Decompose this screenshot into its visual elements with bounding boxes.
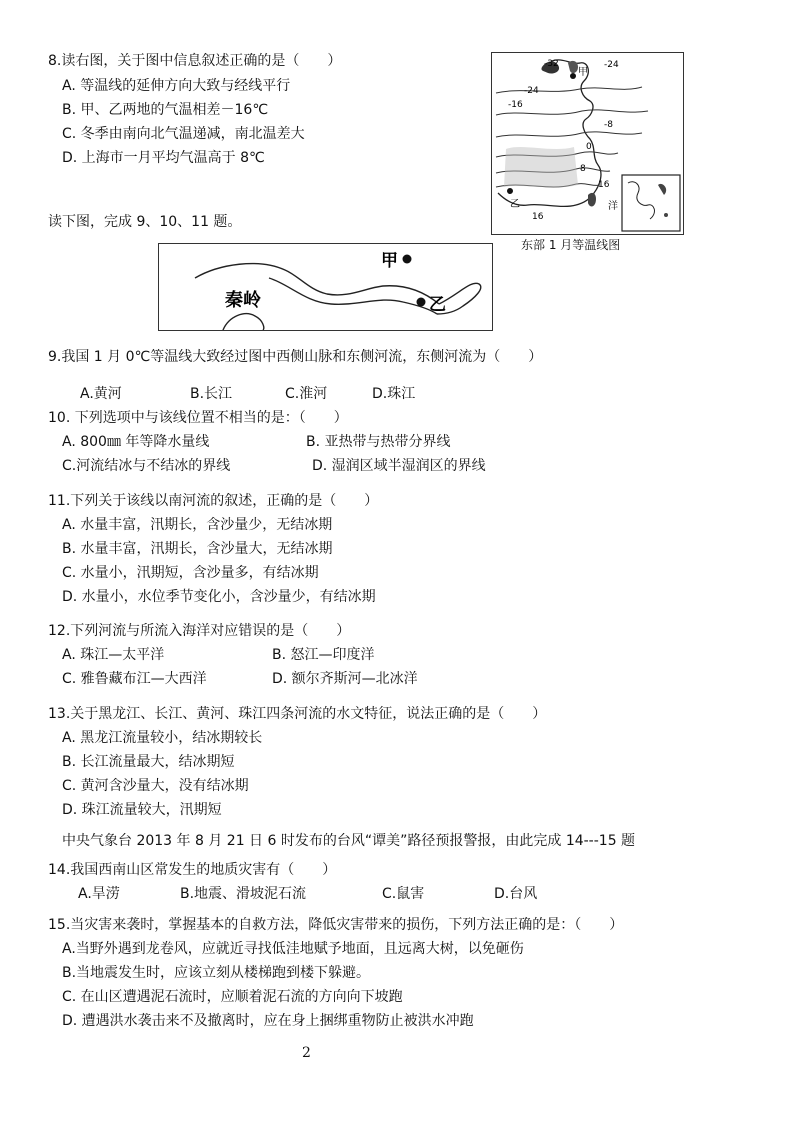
isotherm-map bbox=[491, 52, 684, 235]
q8-option-c: C. 冬季由南向北气温递减，南北温差大 bbox=[62, 126, 305, 142]
q11-option-d: D. 水量小，水位季节变化小，含沙量少，有结冰期 bbox=[62, 589, 376, 605]
label-yang: 洋 bbox=[608, 201, 618, 212]
q12-option-b: B. 怒江—印度洋 bbox=[272, 647, 375, 663]
label-m24-left: -24 bbox=[524, 86, 539, 96]
q14-stem: 14.我国西南山区常发生的地质灾害有（ ） bbox=[48, 862, 337, 878]
q14-option-a: A.旱涝 bbox=[78, 886, 120, 902]
label-zero: 0 bbox=[586, 142, 592, 152]
q8-stem: 8.读右图，关于图中信息叙述正确的是（ ） bbox=[48, 53, 342, 69]
q14-option-c: C.鼠害 bbox=[382, 886, 425, 902]
q15-option-a: A.当野外遇到龙卷风，应就近寻找低洼地赋予地面，且远离大树，以免砸伤 bbox=[62, 941, 524, 957]
q8-option-a: A. 等温线的延伸方向大致与经线平行 bbox=[62, 78, 291, 94]
label-m32: -32 bbox=[544, 59, 559, 69]
q11-stem: 11.下列关于该线以南河流的叙述，正确的是（ ） bbox=[48, 493, 379, 509]
q12-option-c: C. 雅鲁藏布江—大西洋 bbox=[62, 671, 207, 687]
q8-option-b: B. 甲、乙两地的气温相差－16℃ bbox=[62, 102, 269, 118]
q11-option-a: A. 水量丰富，汛期长，含沙量少，无结冰期 bbox=[62, 517, 333, 533]
q13-option-b: B. 长江流量最大，结冰期短 bbox=[62, 754, 235, 770]
q12-option-d: D. 额尔齐斯河—北冰洋 bbox=[272, 671, 418, 687]
q9-stem: 9.我国 1 月 0℃等温线大致经过图中西侧山脉和东侧河流，东侧河流为（ ） bbox=[48, 349, 543, 365]
q9-option-a: A.黄河 bbox=[80, 386, 122, 402]
q14-option-b: B.地震、滑坡泥石流 bbox=[180, 886, 307, 902]
label-m16: -16 bbox=[508, 100, 523, 110]
q13-option-c: C. 黄河含沙量大，没有结冰期 bbox=[62, 778, 249, 794]
q15-option-b: B.当地震发生时，应该立刻从楼梯跑到楼下躲避。 bbox=[62, 965, 371, 981]
q10-option-c: C.河流结冰与不结冰的界线 bbox=[62, 458, 231, 474]
label-m8: -8 bbox=[604, 120, 613, 130]
q9-option-d: D.珠江 bbox=[372, 386, 416, 402]
intro-14-15: 中央气象台 2013 年 8 月 21 日 6 时发布的台风“谭美”路径预报警报，由此完成 14---15 题 bbox=[62, 833, 636, 849]
label-p8: 8 bbox=[580, 164, 586, 174]
q12-stem: 12.下列河流与所流入海洋对应错误的是（ ） bbox=[48, 623, 351, 639]
q15-option-c: C. 在山区遭遇泥石流时，应顺着泥石流的方向向下坡跑 bbox=[62, 989, 403, 1005]
label-p16-bottom: 16 bbox=[532, 212, 544, 222]
qinling-sketch bbox=[158, 243, 493, 331]
q11-option-b: B. 水量丰富，汛期长，含沙量大，无结冰期 bbox=[62, 541, 333, 557]
qinling-sketch-svg bbox=[159, 244, 492, 330]
q9-option-c: C.淮河 bbox=[285, 386, 328, 402]
intro-9-11: 读下图，完成 9、10、11 题。 bbox=[48, 214, 242, 230]
q10-stem: 10. 下列选项中与该线位置不相当的是：（ ） bbox=[48, 410, 348, 426]
label-jia-fig2: 甲 bbox=[381, 251, 398, 271]
q10-option-a: A. 800㎜ 年等降水量线 bbox=[62, 434, 210, 450]
q10-option-d: D. 湿润区域半湿润区的界线 bbox=[312, 458, 486, 474]
label-yi-fig2: 乙 bbox=[429, 295, 446, 315]
q10-option-b: B. 亚热带与热带分界线 bbox=[306, 434, 451, 450]
isotherm-map-svg bbox=[492, 53, 683, 234]
label-yi: 乙 bbox=[510, 199, 520, 210]
q13-option-d: D. 珠江流量较大，汛期短 bbox=[62, 802, 222, 818]
label-jia: 甲 bbox=[578, 67, 588, 78]
label-qinling: 秦岭 bbox=[225, 290, 261, 311]
q12-option-a: A. 珠江—太平洋 bbox=[62, 647, 165, 663]
q15-stem: 15.当灾害来袭时，掌握基本的自救方法，降低灾害带来的损伤，下列方法正确的是：（ ） bbox=[48, 917, 624, 933]
q8-option-d: D. 上海市一月平均气温高于 8℃ bbox=[62, 150, 265, 166]
q13-option-a: A. 黑龙江流量较小，结冰期较长 bbox=[62, 730, 263, 746]
page-number: 2 bbox=[302, 1045, 311, 1061]
q15-option-d: D. 遭遇洪水袭击来不及撤离时，应在身上捆绑重物防止被洪水冲跑 bbox=[62, 1013, 474, 1029]
isotherm-map-caption: 东部 1 月等温线图 bbox=[521, 238, 621, 252]
q13-stem: 13.关于黑龙江、长江、黄河、珠江四条河流的水文特征，说法正确的是（ ） bbox=[48, 706, 547, 722]
q14-option-d: D.台风 bbox=[494, 886, 538, 902]
label-m24-top: -24 bbox=[604, 60, 619, 70]
label-p16-right: 16 bbox=[598, 180, 610, 190]
q9-option-b: B.长江 bbox=[190, 386, 233, 402]
q11-option-c: C. 水量小，汛期短，含沙量多，有结冰期 bbox=[62, 565, 319, 581]
